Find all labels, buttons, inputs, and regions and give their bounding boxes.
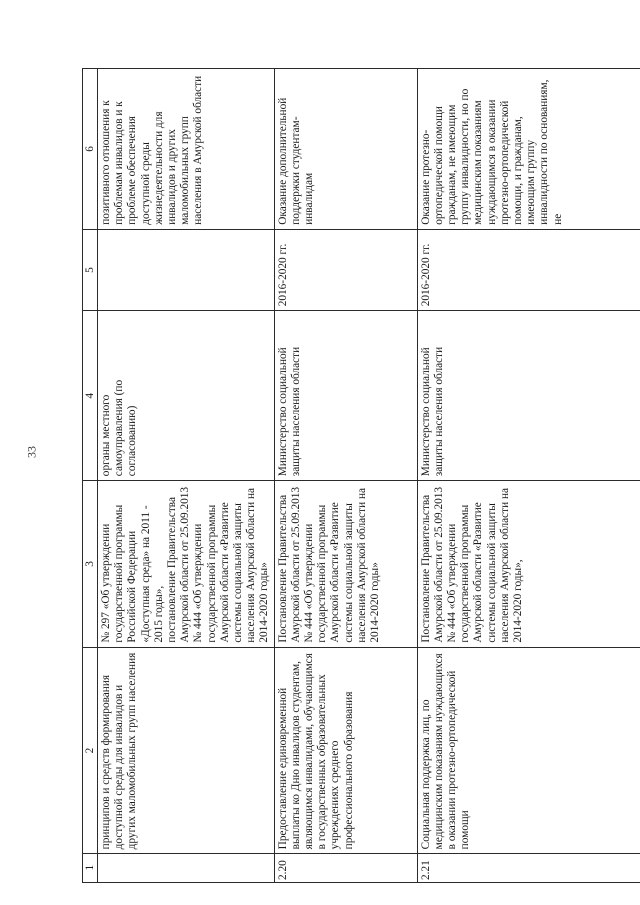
period-cell [98, 229, 275, 311]
table-container [82, 68, 600, 883]
column-header-5: 5 [83, 229, 98, 311]
column-header-2: 2 [83, 647, 98, 854]
period-cell: 2016-2020 гг. [274, 229, 417, 311]
row-number [98, 854, 275, 883]
executor-cell: органы местного самоуправления (по согласованию) [98, 311, 275, 481]
executor-cell: Министерство социальной защиты населения области [417, 311, 640, 481]
basis-cell: Постановление Правительства Амурской области от 25.09.2013 № 444 «Об утверждении государственной программы Амурской области «Развитие системы социальной защиты населения Амурской области на 2014-2020 годы» [274, 481, 417, 647]
table-row [417, 69, 640, 883]
row-number: 2.20 [274, 854, 417, 883]
table-row [274, 69, 417, 883]
measure-cell: Социальная поддержка лиц, по медицинским показаниям нуждающихся в оказании протезно-ортопедической помощи [417, 647, 640, 854]
result-cell: позитивного отношения к проблемам инвалидов и к проблеме обеспечения доступной среды жизнедеятельности для инвалидов и других маломобильных групп населения в Амурской области [98, 69, 275, 230]
page-number: 33 [24, 446, 39, 458]
executor-cell: Министерство социальной защиты населения области [274, 311, 417, 481]
result-cell: Оказание протезно-ортопедической помощи гражданам, не имеющим группу инвалидности, но по медицинским показаниям нуждающимся в оказании протезно-ортопедической помощи, и гражданам, имеющим группу инвалидности по основаниям, не [417, 69, 640, 230]
basis-cell: Постановление Правительства Амурской области от 25.09.2013 № 444 «Об утверждении государственной программы Амурской области «Развитие системы социальной защиты населения Амурской области на 2014-2020 годы», [417, 481, 640, 647]
column-header-3: 3 [83, 481, 98, 647]
measure-cell: Предоставление единовременной выплаты ко Дню инвалидов студентам, являющимся инвалидами, обучающимся в государственных образовательных учреждениях среднего профессионального образования [274, 647, 417, 854]
column-header-6: 6 [83, 69, 98, 230]
measure-cell: принципов и средств формирования доступной среды для инвалидов и других маломобильных групп населения [98, 647, 275, 854]
table-row [98, 69, 275, 883]
period-cell: 2016-2020 гг. [417, 229, 640, 311]
column-number-row [83, 69, 98, 883]
column-header-1: 1 [83, 854, 98, 883]
row-number: 2.21 [417, 854, 640, 883]
result-cell: Оказание дополнительной поддержки студентам-инвалидам [274, 69, 417, 230]
basis-cell: № 297 «Об утверждении государственной программы Российской Федерации «Доступная среда» на 2011 - 2015 годы», постановление Правительства Амурской области от 25.09.2013 № 444 «Об утверждении государственной программы Амурской области «Развитие системы социальной защиты населения Амурской области на 2014-2020 годы» [98, 481, 275, 647]
measures-table [82, 68, 640, 883]
column-header-4: 4 [83, 311, 98, 481]
